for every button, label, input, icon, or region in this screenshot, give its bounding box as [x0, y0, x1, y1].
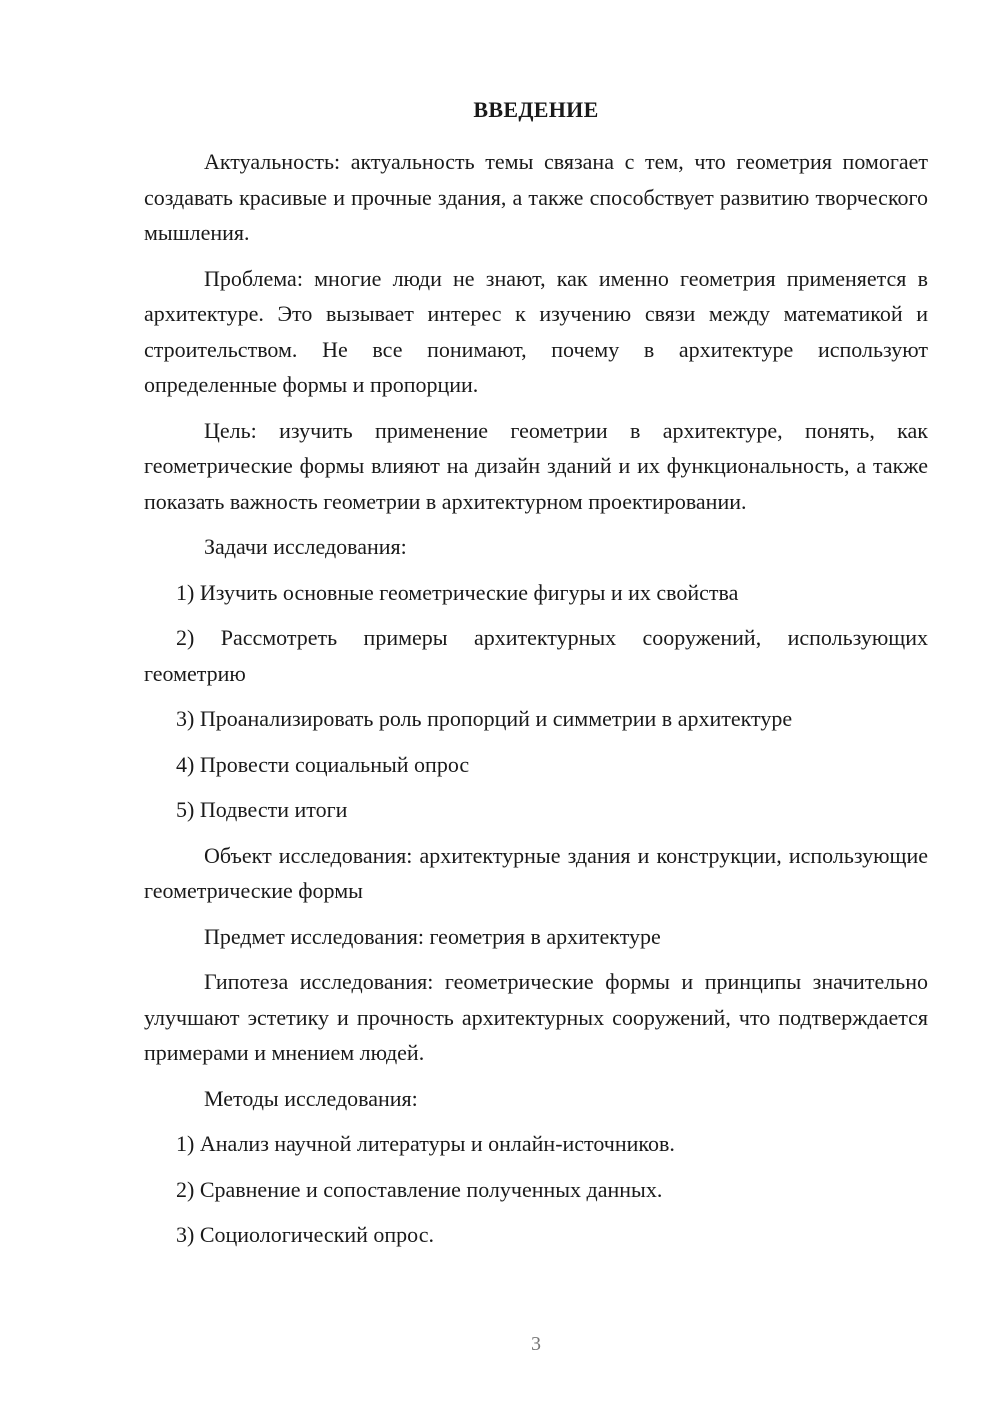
- task-item-3: 3) Проанализировать роль пропорций и симметрии в архитектуре: [176, 706, 793, 731]
- problem-paragraph: Проблема: многие люди не знают, как именно геометрия применяется в архитектуре. Это вызывает интерес к изучению связи между математикой и строительством. Не все понимают, почему в архитектуре используют определенные формы и пропорции.: [144, 265, 928, 397]
- task-item-5: 5) Подвести итоги: [176, 797, 348, 822]
- method-item-1: 1) Анализ научной литературы и онлайн-источников.: [176, 1131, 675, 1156]
- goal-paragraph: Цель: изучить применение геометрии в архитектуре, понять, как геометрические формы влияют на дизайн зданий и их функциональность, а также показать важность геометрии в архитектурном проектировании.: [144, 417, 928, 514]
- methods-title: Методы исследования:: [204, 1085, 418, 1111]
- introduction-body: [144, 144, 928, 1263]
- task-item-1: 1) Изучить основные геометрические фигуры и их свойства: [176, 579, 739, 605]
- method-item-2: 2) Сравнение и сопоставление полученных данных.: [176, 1176, 663, 1202]
- method-item-3: 3) Социологический опрос.: [176, 1222, 434, 1247]
- tasks-title: Задачи исследования:: [204, 534, 407, 559]
- relevance-paragraph: Актуальность: актуальность темы связана с тем, что геометрия помогает создавать красивые и прочные здания, а также способствует развитию творческого мышления.: [144, 149, 928, 245]
- page-heading: ВВЕДЕНИЕ: [473, 97, 599, 122]
- task-item-4: 4) Провести социальный опрос: [176, 751, 470, 777]
- hypothesis-paragraph: Гипотеза исследования: геометрические формы и принципы значительно улучшают эстетику и прочность архитектурных сооружений, что подтверждается примерами и мнением людей.: [144, 969, 928, 1065]
- subject-paragraph: Предмет исследования: геометрия в архитектуре: [204, 923, 661, 949]
- page-number: 3: [531, 1333, 541, 1355]
- object-paragraph: Объект исследования: архитектурные здания и конструкции, использующие геометрические формы: [144, 842, 928, 903]
- task-item-2: 2) Рассмотреть примеры архитектурных сооружений, использующих геометрию: [144, 625, 928, 686]
